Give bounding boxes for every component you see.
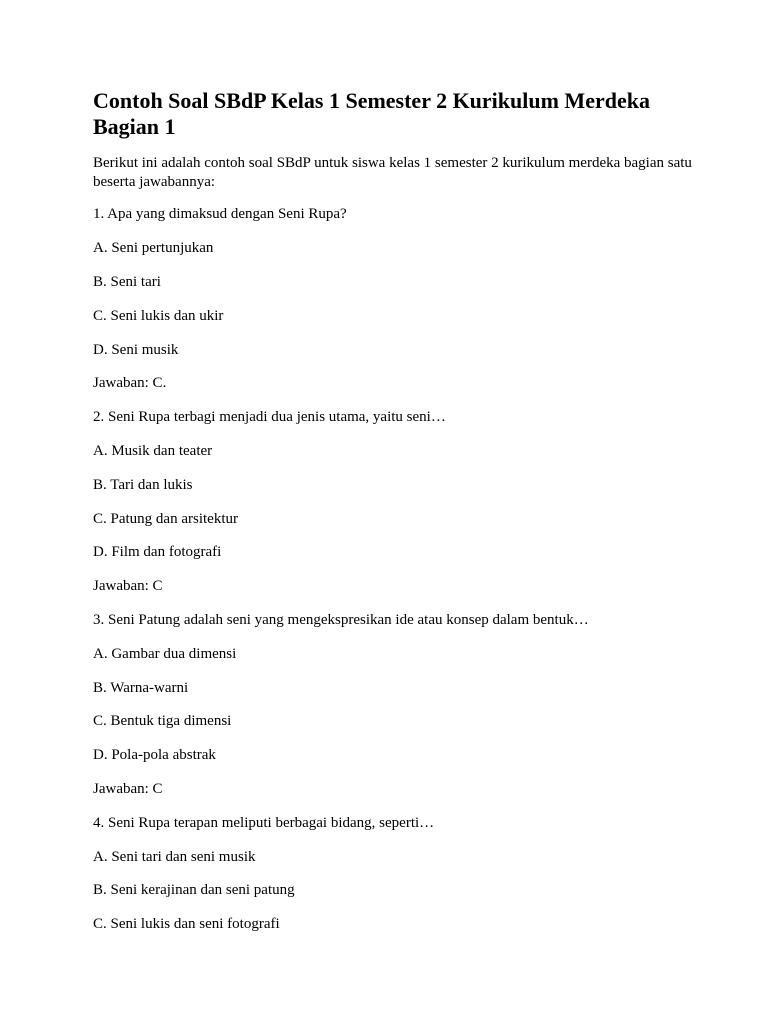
option-3a: A. Gambar dua dimensi [93,646,237,662]
question-3: 3. Seni Patung adalah seni yang mengekspresikan ide atau konsep dalam bentuk… [93,612,589,628]
option-4a: A. Seni tari dan seni musik [93,849,256,865]
question-4: 4. Seni Rupa terapan meliputi berbagai bidang, seperti… [93,815,435,831]
option-2d: D. Film dan fotografi [93,544,222,560]
option-1a: A. Seni pertunjukan [93,240,214,256]
option-1d: D. Seni musik [93,342,179,358]
document-title: Contoh Soal SBdP Kelas 1 Semester 2 Kurikulum Merdeka Bagian 1 [93,88,650,139]
answer-2: Jawaban: C [93,578,163,594]
answer-3: Jawaban: C [93,781,163,797]
option-4c: C. Seni lukis dan seni fotografi [93,916,280,932]
option-2c: C. Patung dan arsitektur [93,511,238,527]
option-4b: B. Seni kerajinan dan seni patung [93,882,295,898]
answer-1: Jawaban: C. [93,375,167,391]
option-2a: A. Musik dan teater [93,443,213,459]
question-2: 2. Seni Rupa terbagi menjadi dua jenis utama, yaitu seni… [93,409,446,425]
option-1b: B. Seni tari [93,274,161,290]
option-3c: C. Bentuk tiga dimensi [93,713,232,729]
option-2b: B. Tari dan lukis [93,477,193,493]
option-3b: B. Warna-warni [93,680,189,696]
intro-paragraph: Berikut ini adalah contoh soal SBdP untuk siswa kelas 1 semester 2 kurikulum merdeka bagian satu beserta jawabannya: [93,155,692,190]
question-1: 1. Apa yang dimaksud dengan Seni Rupa? [93,206,347,222]
option-1c: C. Seni lukis dan ukir [93,308,224,324]
option-3d: D. Pola-pola abstrak [93,747,216,763]
